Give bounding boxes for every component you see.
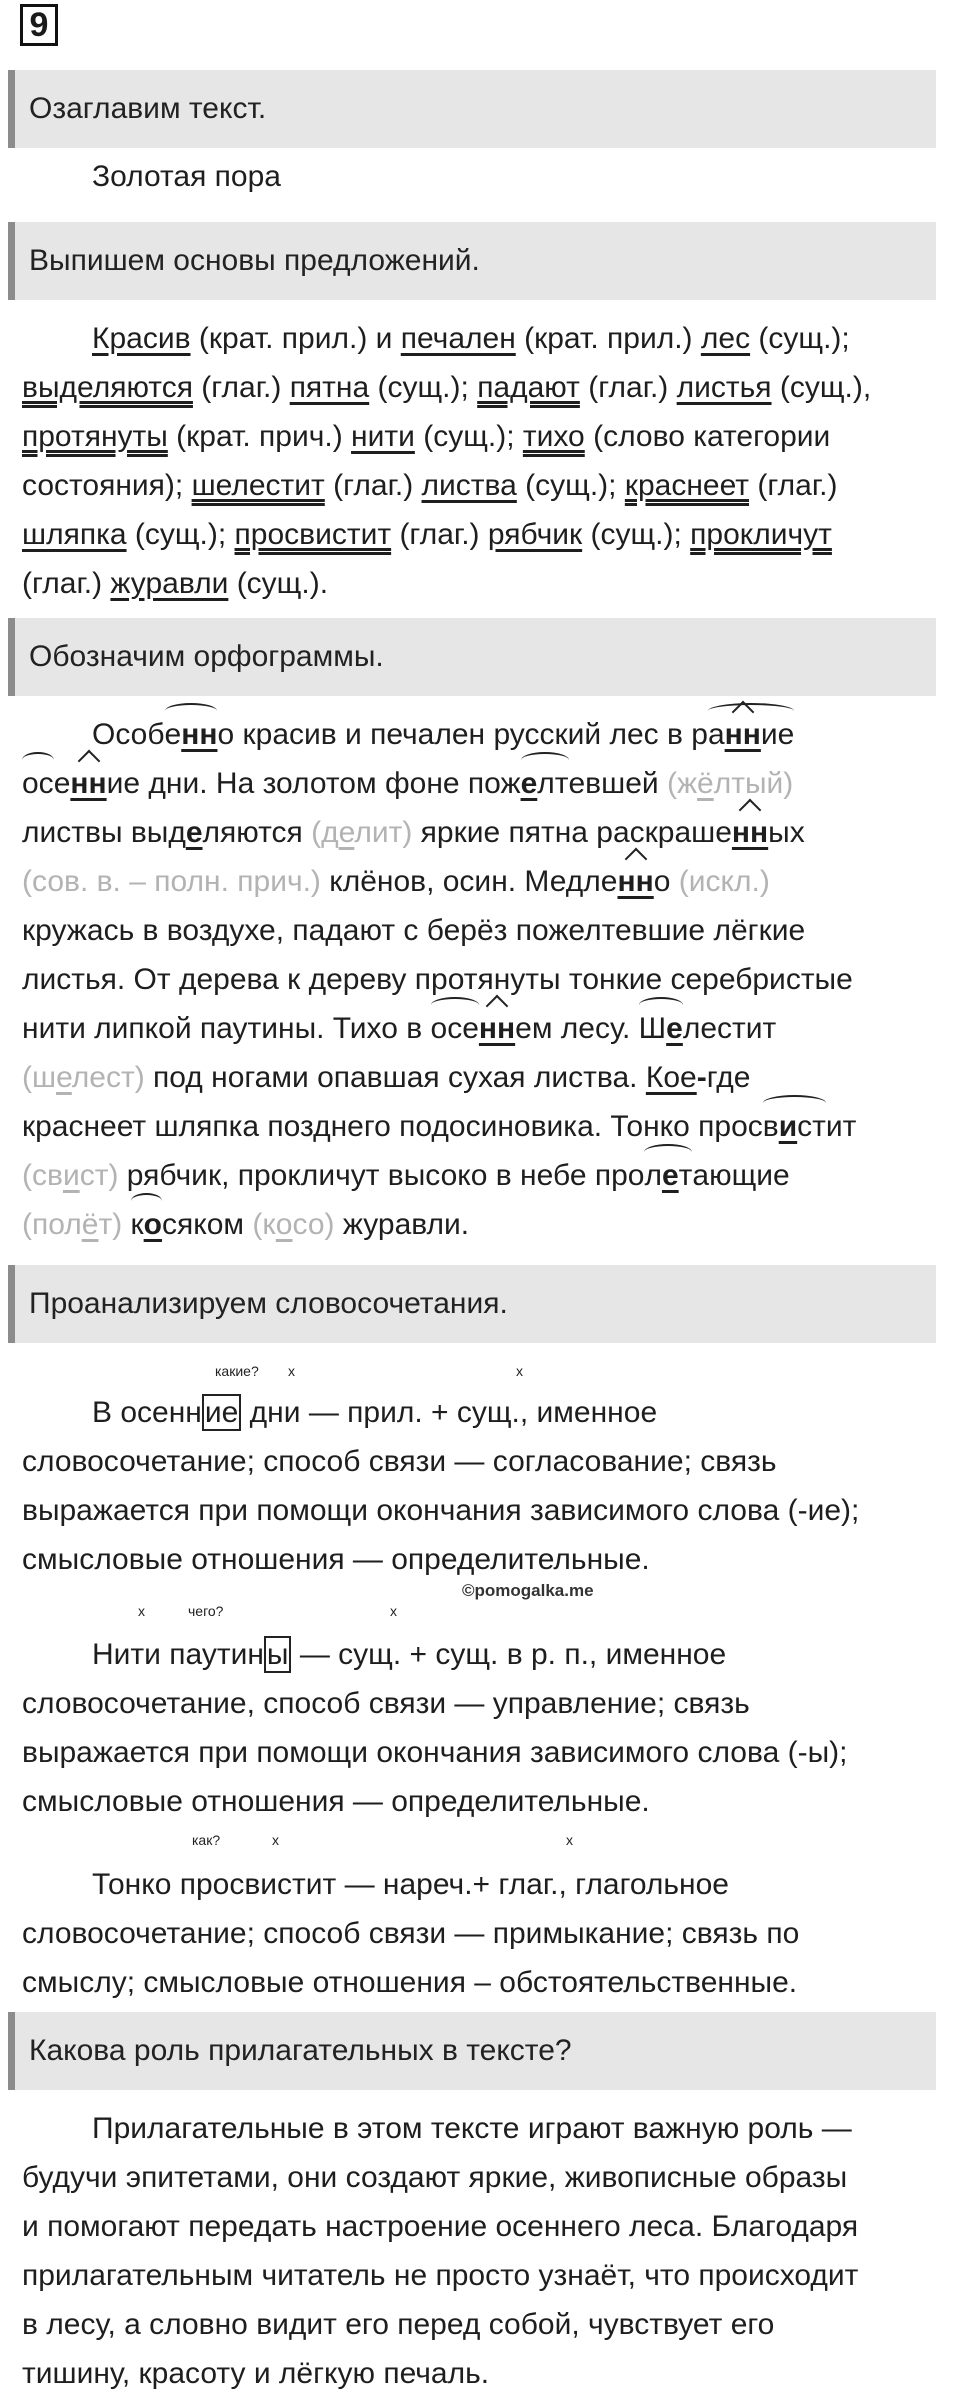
text-line: словосочетание; способ связи — согласование; связь — [22, 1445, 777, 1478]
question-label: какие? — [215, 1363, 259, 1379]
text-line: в лесу, а словно видит его перед собой, чувствует его — [22, 2308, 775, 2341]
x-mark: x — [288, 1363, 295, 1379]
text-line: выражается при помощи окончания зависимого слова (-ы); — [22, 1736, 848, 1769]
text-line: (полёт) косяком (косо) журавли. — [22, 1200, 942, 1249]
text-line: Нити паутин ы — сущ. + сущ. в р. п., именное — [92, 1638, 727, 1671]
text-line: смыслу; смысловые отношения – обстоятельственные. — [22, 1966, 798, 1999]
text-line: тишину, красоту и лёгкую печаль. — [22, 2357, 490, 2390]
section-header-orthograms: Обозначим орфограммы. — [8, 618, 936, 696]
text-line: словосочетание; способ связи — примыкание; связь по — [22, 1917, 800, 1950]
question-label: чего? — [188, 1603, 224, 1619]
x-mark: x — [566, 1832, 573, 1848]
text-line: Красив (крат. прил.) и печален (крат. прил.) лес (сущ.); — [92, 322, 850, 355]
task-number: 9 — [20, 4, 58, 46]
text-line: Тонко просвистит — нареч.+ глаг., глагольное — [92, 1868, 729, 1901]
text-line: словосочетание, способ связи — управление; связь — [22, 1687, 750, 1720]
text-line: выделяются (глаг.) пятна (сущ.); падают (глаг.) листья (сущ.), — [22, 371, 872, 404]
text-line: В осенн ие дни — прил. + сущ., именное — [92, 1396, 658, 1429]
text-line: смысловые отношения — определительные. — [22, 1785, 650, 1818]
text-line: (шелест) под ногами опавшая сухая листва. Кое-где — [22, 1061, 751, 1094]
watermark: ©pomogalka.me — [462, 1581, 594, 1600]
grammar-bases-paragraph — [22, 314, 942, 608]
text-line: Особенно красив и печален русский лес в ранние — [22, 710, 942, 759]
phrase-1 — [22, 1388, 942, 1584]
x-mark: x — [390, 1603, 397, 1619]
text-line: шляпка (сущ.); просвистит (глаг.) рябчик (сущ.); прокличут — [22, 518, 832, 551]
text-line: будучи эпитетами, они создают яркие, живописные образы — [22, 2161, 848, 2194]
text-line: (свист) рябчик, прокличут высоко в небе пролетающие — [22, 1151, 942, 1200]
text-line: листья. От дерева к дереву протянуты тонкие серебристые — [22, 963, 853, 996]
phrase-3 — [22, 1860, 942, 2007]
text-line: выражается при помощи окончания зависимого слова (-ие); — [22, 1494, 860, 1527]
conclusion-paragraph — [22, 2104, 942, 2398]
text-line: краснеет шляпка позднего подосиновика. Тонко просвистит — [22, 1102, 942, 1151]
x-mark: x — [138, 1603, 145, 1619]
text-line: листвы выделяются (делит) яркие пятна раскрашенных — [22, 808, 942, 857]
phrase-2 — [22, 1630, 942, 1826]
orthograms-paragraph — [22, 710, 942, 1249]
text-line: состояния); шелестит (глаг.) листва (сущ.); краснеет (глаг.) — [22, 469, 838, 502]
text-line: Прилагательные в этом тексте играют важную роль — — [92, 2112, 852, 2145]
x-mark: x — [272, 1832, 279, 1848]
section-header-phrases: Проанализируем словосочетания. — [8, 1265, 936, 1343]
text-line: нити липкой паутины. Тихо в осеннем лесу. Шелестит — [22, 1004, 942, 1053]
text-line: прилагательным читатель не просто узнаёт, что происходит — [22, 2259, 859, 2292]
section-header-adjectives: Какова роль прилагательных в тексте? — [8, 2012, 936, 2090]
text-line: смысловые отношения — определительные. — [22, 1543, 650, 1576]
question-label: как? — [192, 1832, 221, 1848]
text-line: и помогают передать настроение осеннего леса. Благодаря — [22, 2210, 859, 2243]
text-line: протянуты (крат. прич.) нити (сущ.); тихо (слово категории — [22, 420, 831, 453]
section-header-bases: Выпишем основы предложений. — [8, 222, 936, 300]
text-title: Золотая пора — [92, 160, 281, 193]
text-line: кружась в воздухе, падают с берёз пожелтевшие лёгкие — [22, 914, 806, 947]
text-line: осенние дни. На золотом фоне пожелтевшей (жёлтый) — [22, 759, 942, 808]
x-mark: x — [516, 1363, 523, 1379]
text-line: (сов. в. – полн. прич.) клёнов, осин. Медленно (искл.) — [22, 857, 942, 906]
text-line: (глаг.) журавли (сущ.). — [22, 567, 329, 600]
section-header-title: Озаглавим текст. — [8, 70, 936, 148]
